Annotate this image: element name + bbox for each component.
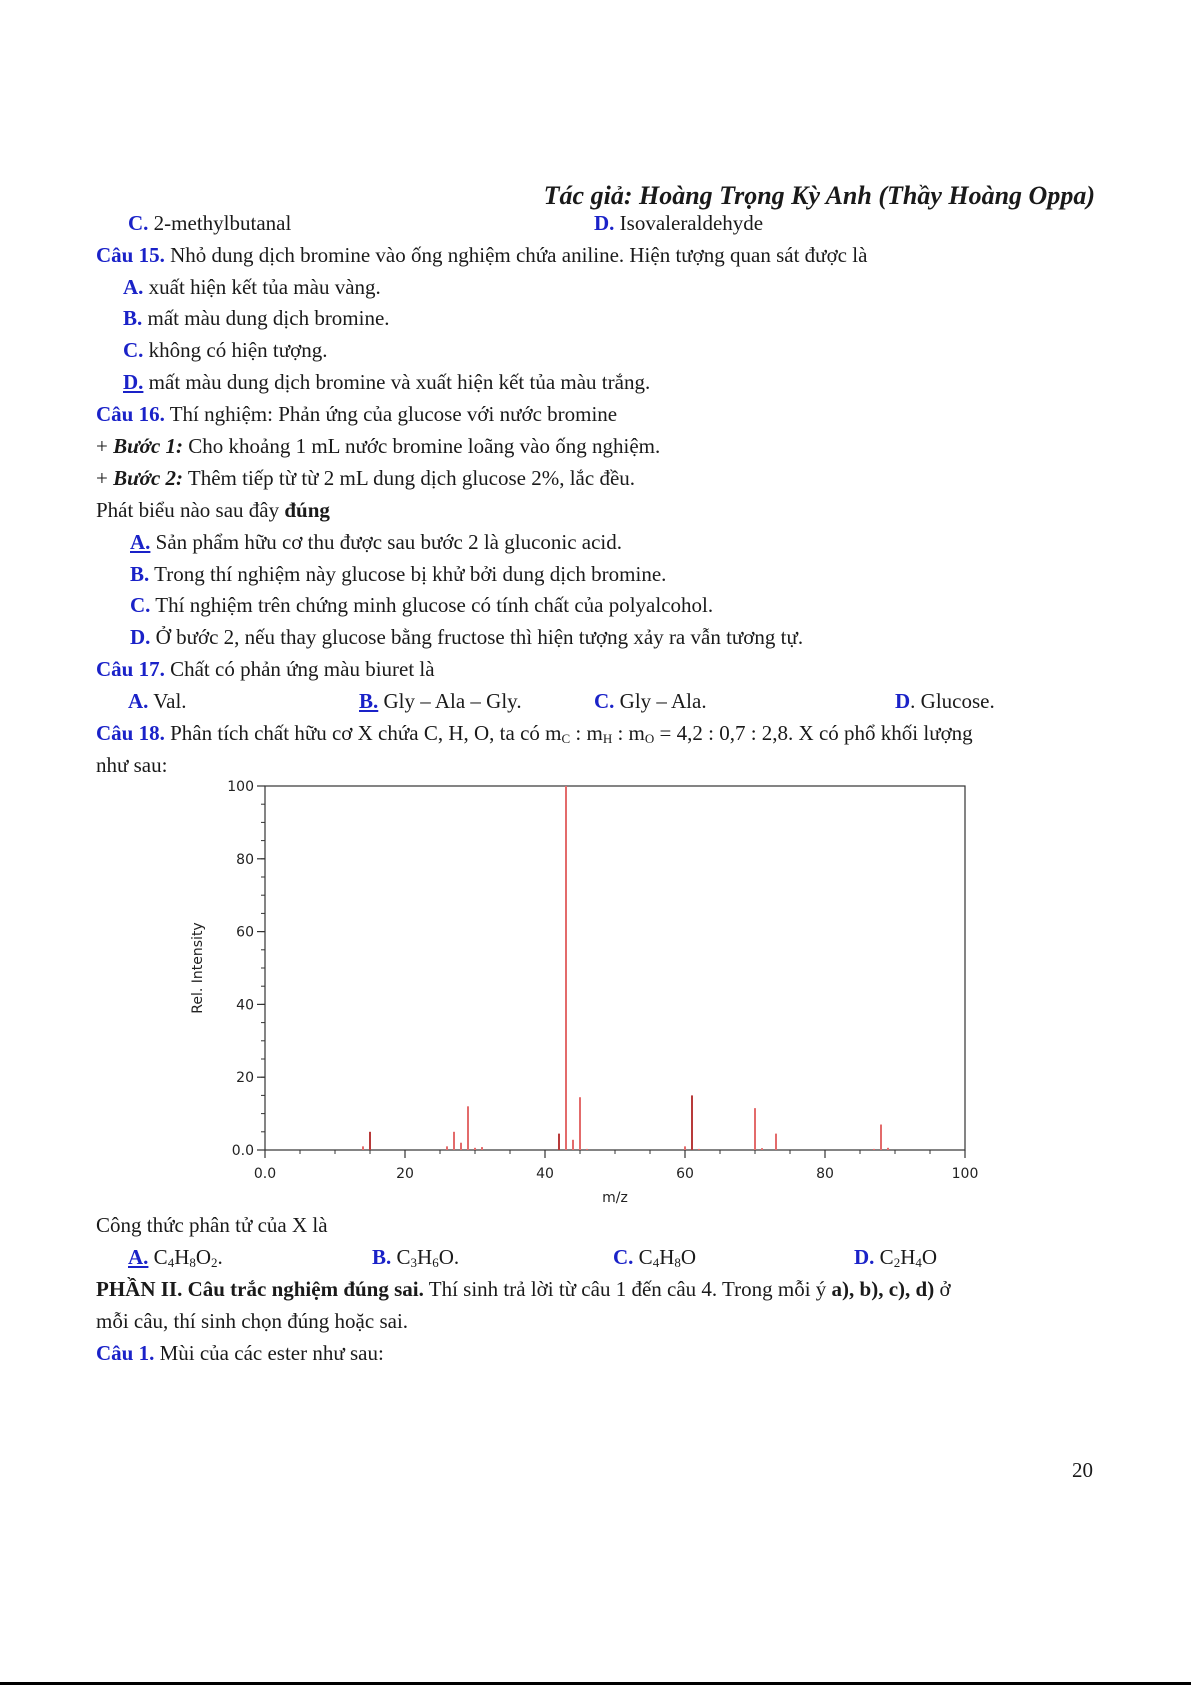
x-tick-label: 40 (536, 1166, 554, 1182)
q17-option-d (895, 688, 995, 714)
q18-after-chart: Công thức phân tử của X là (96, 1213, 328, 1237)
x-axis-label: m/z (602, 1190, 628, 1206)
question-18-cont: như sau: (96, 753, 168, 777)
option-text: . Glucose. (910, 689, 995, 713)
option-text: Gly – Ala – Gly. (383, 689, 522, 713)
formula: $C_4H_8O$ (638, 1245, 697, 1270)
option-text: Val. (153, 689, 187, 713)
formula: $C_3H_6O$. (396, 1245, 460, 1270)
step-prefix: + (96, 434, 114, 458)
q17-option-a (128, 688, 187, 714)
option-label: C. (613, 1245, 634, 1269)
y-tick-label: 40 (236, 997, 254, 1014)
option-label: D. (854, 1245, 875, 1269)
q14-option-d (594, 210, 763, 236)
option-text: xuất hiện kết tủa màu vàng. (148, 275, 381, 299)
question-number: Câu 16. (96, 402, 165, 426)
option-label: D. (130, 625, 151, 649)
step-text: Cho khoảng 1 mL nước bromine loãng vào ống nghiệm. (188, 434, 661, 458)
correct-option-label: A. (128, 1245, 149, 1269)
question-16 (96, 401, 617, 427)
q18-option-a (128, 1244, 223, 1270)
option-text: mất màu dung dịch bromine. (147, 306, 390, 330)
q15-option-c (123, 337, 327, 363)
formula: $C_2H_4O$ (879, 1245, 938, 1270)
y-tick-label: 0.0 (231, 1143, 254, 1159)
q17-option-b (359, 688, 522, 714)
option-text: Ở bước 2, nếu thay glucose bằng fructose thì hiện tượng xảy ra vẫn tương tự. (155, 625, 804, 649)
question-text: Chất có phản ứng màu biuret là (170, 657, 435, 681)
option-text: không có hiện tượng. (148, 338, 328, 362)
question-number: Câu 15. (96, 243, 165, 267)
q16-option-a (130, 529, 622, 555)
question-text: Mùi của các ester như sau: (159, 1341, 384, 1365)
option-text: Trong thí nghiệm này glucose bị khử bởi dung dịch bromine. (154, 562, 667, 586)
step-label: Bước 2: (113, 466, 184, 490)
q16-option-d (130, 624, 803, 650)
part-title: PHẦN II. Câu trắc nghiệm đúng sai. (96, 1277, 424, 1301)
option-label: A. (123, 275, 144, 299)
x-tick-label: 0.0 (253, 1166, 277, 1182)
part-text-end: ở (934, 1277, 951, 1301)
step-label: Bước 1: (113, 434, 184, 458)
y-tick-label: 100 (227, 779, 254, 795)
option-label: C. (123, 338, 144, 362)
option-text: Sản phẩm hữu cơ thu được sau bước 2 là gluconic acid. (155, 530, 623, 554)
part-bold-items: a), b), c), d) (831, 1277, 935, 1301)
question-number: Câu 18. (96, 721, 165, 745)
q16-prompt (96, 497, 330, 523)
option-label: C. (128, 211, 149, 235)
plot-frame (265, 786, 965, 1150)
option-text: Gly – Ala. (619, 689, 707, 713)
prompt-text: Phát biểu nào sau đây (96, 498, 280, 522)
q17-option-c (594, 688, 707, 714)
question-number: Câu 1. (96, 1341, 155, 1365)
q15-option-a (123, 274, 381, 300)
page-number: 20 (1072, 1458, 1093, 1482)
option-text: mất màu dung dịch bromine và xuất hiện kết tủa màu trắng. (148, 370, 651, 394)
option-label: A. (128, 689, 149, 713)
q16-step-1 (96, 433, 660, 459)
part2-line2: mỗi câu, thí sinh chọn đúng hoặc sai. (96, 1309, 409, 1333)
q18-option-b (372, 1244, 459, 1270)
separator: : m (612, 721, 645, 745)
y-tick-label: 60 (236, 924, 254, 941)
question-18 (96, 720, 973, 746)
option-label: C. (130, 593, 151, 617)
q14-option-c (128, 210, 291, 236)
x-tick-label: 60 (676, 1166, 694, 1182)
separator: : m (570, 721, 603, 745)
correct-option-label: B. (359, 689, 379, 713)
option-text: Isovaleraldehyde (619, 211, 764, 235)
q18-option-d (854, 1244, 937, 1270)
prompt-bold: đúng (284, 498, 330, 522)
y-tick-label: 20 (236, 1070, 254, 1087)
q15-option-d (123, 369, 650, 395)
y-axis-label: Rel. Intensity (190, 922, 206, 1014)
option-label: B. (372, 1245, 392, 1269)
step-text: Thêm tiếp từ từ 2 mL dung dịch glucose 2%, lắc đều. (187, 466, 636, 490)
option-label: D. (594, 211, 615, 235)
question-15 (96, 242, 867, 268)
question-number: Câu 17. (96, 657, 165, 681)
question-text: Thí nghiệm: Phản ứng của glucose với nước bromine (169, 402, 618, 426)
option-label: C. (594, 689, 615, 713)
q16-option-b (130, 561, 666, 587)
question-17 (96, 656, 435, 682)
part-text: Thí sinh trả lời từ câu 1 đến câu 4. Trong mỗi ý (423, 1277, 832, 1301)
option-text: 2-methylbutanal (153, 211, 292, 235)
question-text: Nhỏ dung dịch bromine vào ống nghiệm chứa aniline. Hiện tượng quan sát được là (170, 243, 868, 267)
subscript: H (602, 731, 613, 746)
q15-option-b (123, 305, 390, 331)
subscript: C (561, 731, 571, 746)
y-tick-label: 80 (236, 851, 254, 868)
q16-option-c (130, 592, 713, 618)
author-header: Tác giả: Hoàng Trọng Kỳ Anh (Thầy Hoàng Oppa) (543, 181, 1095, 210)
q18-option-c (613, 1244, 696, 1270)
question-text-cont: = 4,2 : 0,7 : 2,8. X có phổ khối lượng (654, 721, 973, 745)
subscript: O (644, 731, 655, 746)
correct-option-label: A. (130, 530, 151, 554)
question-text: Phân tích chất hữu cơ X chứa C, H, O, ta có m (170, 721, 562, 745)
mass-spectrum-chart (180, 778, 980, 1206)
x-tick-label: 80 (816, 1166, 834, 1182)
option-label: D (895, 689, 911, 713)
question-1 (96, 1340, 384, 1366)
option-label: B. (130, 562, 150, 586)
option-label: B. (123, 306, 143, 330)
step-prefix: + (96, 466, 114, 490)
formula: $C_4H_8O_2$. (153, 1245, 223, 1270)
correct-option-label: D. (123, 370, 144, 394)
x-tick-label: 100 (951, 1166, 979, 1182)
x-tick-label: 20 (396, 1166, 414, 1182)
option-text: Thí nghiệm trên chứng minh glucose có tính chất của polyalcohol. (155, 593, 714, 617)
q16-step-2 (96, 465, 635, 491)
part2-heading (96, 1276, 951, 1302)
